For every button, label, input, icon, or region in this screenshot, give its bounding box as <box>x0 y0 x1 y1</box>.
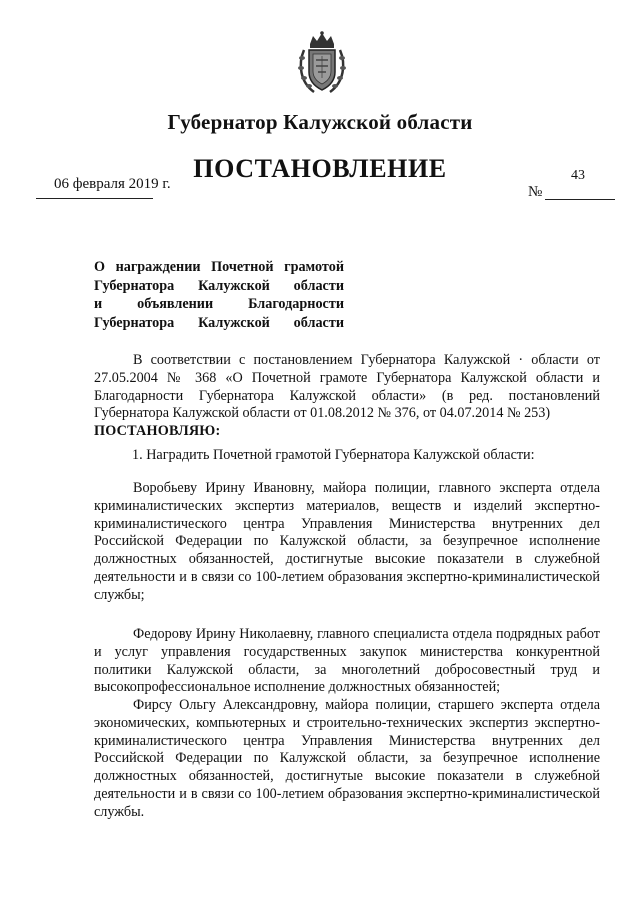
governor-title: Губернатор Калужской области <box>167 110 473 134</box>
preamble-paragraph <box>94 352 600 441</box>
decree-word: ПОСТАНОВЛЯЮ: <box>94 423 221 440</box>
subject-line: О награждении Почетной грамотой <box>94 259 344 275</box>
awardee-paragraph: Федорову Ирину Николаевну, главного специалиста отдела подрядных работ и услуг управления государственных закупок министерства конкурентной политики Калужской области, за многолетний добросовестный труд и высокопрофессиональное исполнение должностных обязанностей; <box>94 626 600 696</box>
awardee-paragraph: Фирсу Ольгу Александровну, майора полиции, старшего эксперта отдела экономических, компьютерных и строительно-технических экспертиз экспертно-криминалистического центра Управления Министерства внутренних дел Российской Федерации по Калужской области, за безупречное исполнение должностных обязанностей, достигнутые высокие показатели в служебной деятельности и в связи со 100-летием образования экспертно-криминалистической службы. <box>94 697 600 820</box>
subject-line: Губернатора Калужской области <box>94 314 344 331</box>
preamble-text: В соответствии с постановлением Губернатора Калужской · области от 27.05.2004 № 368 «О Почетной грамоте Губернатора Калужской области и Благодарности Губернатора Калужской области» (в ред. постановлений Губернатора Калужской области от 01.08.2012 № 376, от 04.07.2014 № 253) <box>94 352 600 422</box>
item-1-heading: 1. Наградить Почетной грамотой Губернатора Калужской области: <box>132 447 535 463</box>
document-date: 06 февраля 2019 г. <box>54 176 171 192</box>
number-sign: № <box>528 184 543 200</box>
kaluga-coat-of-arms-icon <box>296 30 348 96</box>
date-underline <box>36 198 153 199</box>
document-number: 43 <box>571 168 585 183</box>
subject-line: и объявлении Благодарности <box>94 296 344 312</box>
subject-line: Губернатора Калужской области <box>94 277 344 294</box>
document-type-title: ПОСТАНОВЛЕНИЕ <box>193 154 447 183</box>
awardee-paragraph: Воробьеву Ирину Ивановну, майора полиции, главного эксперта отдела криминалистических экспертиз материалов, веществ и изделий экспертно-криминалистического центра Управления Министерства внутренних дел Российской Федерации по Калужской области, за безупречное исполнение должностных обязанностей, достигнутые высокие показатели в служебной деятельности и в связи со 100-летием образования экспертно-криминалистической службы; <box>94 480 600 603</box>
document-subject <box>94 258 344 332</box>
number-underline <box>545 199 615 200</box>
